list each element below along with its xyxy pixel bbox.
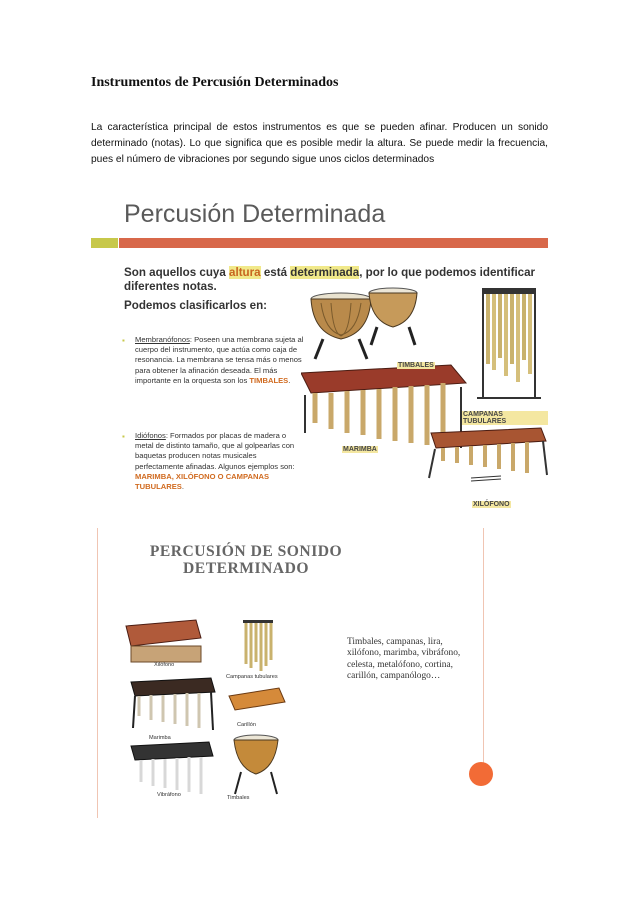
slide2-instruments — [121, 616, 301, 816]
s2-label-timbales: Timbales — [227, 795, 250, 801]
label-timbales: TIMBALES — [398, 362, 434, 369]
s2-label-carillon: Carillón — [237, 722, 256, 728]
slide1-subtitle: Podemos clasificarlos en: — [124, 299, 268, 312]
highlight-determinada: determinada — [290, 266, 360, 279]
s2-label-vibrafono: Vibráfono — [157, 792, 181, 798]
bullet-mark: ▪ — [122, 336, 125, 345]
xilofono-image — [429, 428, 547, 481]
slide1-accent-bar — [119, 238, 548, 248]
highlight-altura: altura — [229, 266, 261, 279]
label-campanas-tubulares: CAMPANAS TUBULARES — [462, 411, 548, 425]
timbales-image — [311, 288, 417, 359]
label-xilofono: XILÓFONO — [473, 501, 510, 508]
instruments-illustration — [301, 283, 548, 518]
s2-label-xilofono: Xilófono — [154, 662, 175, 668]
slide1-accent-bar-left — [91, 238, 118, 248]
decorative-circle — [469, 762, 493, 786]
bullet-idiofonos: ▪ Idiófonos: Formados por placas de madera o metal de distinto tamaño, que al golpearlas con baquetas producen notas musicales perfectamente afinadas. Algunos ejemplos son: MARIMBA, XILÓFONO O CAMPANAS TUBULARES. — [122, 431, 295, 492]
page-heading: Instrumentos de Percusión Determinados — [91, 75, 339, 90]
bullet-mark: ▪ — [122, 432, 125, 441]
slide1-intro: Son aquellos cuya altura está determinada, por lo que podemos identificar diferentes notas. — [124, 266, 536, 293]
s2-label-marimba: Marimba — [149, 735, 171, 741]
campanas-tubulares-image — [477, 288, 541, 398]
s2-label-campanas: Campanas tubulares — [226, 674, 278, 680]
slide2-title: PERCUSIÓN DE SONIDO DETERMINADO — [149, 543, 343, 577]
slide2-text: Timbales, campanas, lira, xilófono, marimba, vibráfono, celesta, metalófono, cortina, carillón, campanólogo… — [347, 637, 461, 682]
slide1-title: Percusión Determinada — [124, 200, 386, 228]
slide-percusion-determinada — [91, 188, 548, 520]
label-marimba: MARIMBA — [343, 446, 377, 453]
slide2-border-right — [483, 528, 484, 770]
bullet-membranofonos: ▪ Membranófonos: Poseen una membrana sujeta al cuerpo del instrumento, que actúa como caja de resonancia. La membrana se tensa más o menos para obtener la afinación deseada. El más importante en la orquesta son los TIMBALES. — [122, 335, 304, 385]
intro-paragraph: La característica principal de estos instrumentos es que se pueden afinar. Producen un sonido determinado (notas). Lo que significa que es posible medir la altura. Se puede medir la frecuencia, pues el número de vibraciones por segundo sigue unos ciclos determinados — [91, 122, 548, 165]
slide-percusion-sonido-determinado — [91, 528, 496, 818]
